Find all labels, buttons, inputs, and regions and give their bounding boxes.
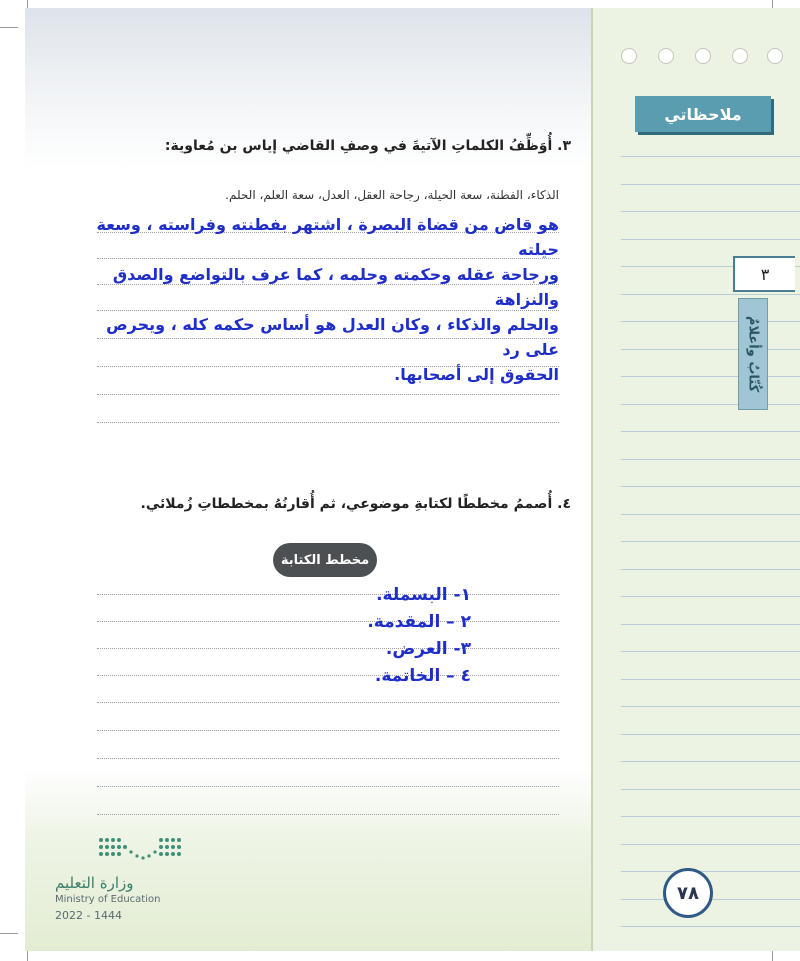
note-ruled-line [621,761,800,762]
note-ruled-line [621,486,800,487]
question-3-prompt: ٣. أُوَظِّفُ الكلماتِ الآتيةَ في وصفِ القاضي إياس بن مُعاوية: [164,138,571,154]
writing-line [97,758,559,759]
ministry-name-english: Ministry of Education [55,894,161,905]
note-ruled-line [621,844,800,845]
answer-line: الحقوق إلى أصحابها. [394,365,559,384]
note-ruled-line [621,431,800,432]
main-content [25,8,591,951]
note-ruled-line [621,871,800,872]
writing-line [97,786,559,787]
note-ruled-line [621,514,800,515]
note-ruled-line [621,596,800,597]
note-ruled-line [621,926,800,927]
writing-line [97,394,559,395]
answer-line: والحلم والذكاء ، وكان العدل هو أساس حكمه كله ، ويحرص على رد [106,315,559,359]
note-ruled-line [621,706,800,707]
binder-ring-icon [658,48,674,64]
answer-line: ورجاحة عقله وحكمته وحلمه ، كما عرف بالتواضع والصدق والنزاهة [112,265,559,309]
note-ruled-line [621,816,800,817]
chapter-title-tab [738,298,768,410]
writing-line [97,814,559,815]
note-ruled-line [621,404,800,405]
binder-ring-icon [695,48,711,64]
chapter-number: ٣ [733,256,795,292]
note-ruled-line [621,239,800,240]
note-ruled-line [621,624,800,625]
crop-mark [0,933,18,934]
edition-year: 2022 - 1444 [55,909,122,922]
note-ruled-line [621,321,800,322]
plan-item: ٢ – المقدمة. [367,612,471,632]
note-ruled-line [621,679,800,680]
writing-line [97,422,559,423]
question-3-answer [79,212,559,387]
note-ruled-line [621,734,800,735]
note-ruled-line [621,459,800,460]
crop-mark [0,27,18,28]
writing-plan-list [171,582,471,690]
page-number: ٧٨ [663,868,713,918]
writing-line [97,702,559,703]
plan-item: ١- البسملة. [376,585,471,605]
binder-ring-icon [732,48,748,64]
note-ruled-line [621,156,800,157]
plan-item: ٤ – الخاتمة. [374,666,471,686]
ministry-name-arabic: وزارة التعليم [55,874,134,892]
question-4-prompt: ٤. أُصممُ مخططًا لكتابةِ موضوعي، ثم أُقارنُهُ بمخططاتِ زُملائي. [140,496,571,512]
ministry-logo-icon [97,834,187,864]
chapter-title: كُتّابٌ وأعلامٌ [745,315,761,393]
note-ruled-line [621,569,800,570]
note-ruled-line [621,184,800,185]
note-ruled-line [621,294,800,295]
plan-item: ٣- العرض. [385,639,471,659]
note-ruled-line [621,651,800,652]
notes-panel [591,8,800,951]
note-ruled-line [621,349,800,350]
binder-ring-icon [767,48,783,64]
note-ruled-line [621,211,800,212]
note-ruled-line [621,376,800,377]
note-ruled-line [621,541,800,542]
notes-header: ملاحظاتي [635,96,771,132]
writing-line [97,730,559,731]
writing-plan-badge: مخطط الكتابة [273,543,377,577]
note-ruled-line [621,789,800,790]
question-3-words: الذكاء، الفطنة، سعة الحيلة، رجاحة العقل، العدل، سعة العلم، الحلم. [225,188,559,202]
answer-line: هو قاض من قضاة البصرة ، اشتهر بفطنته وفراسته ، وسعة حيلته [96,215,559,259]
binder-ring-icon [621,48,637,64]
